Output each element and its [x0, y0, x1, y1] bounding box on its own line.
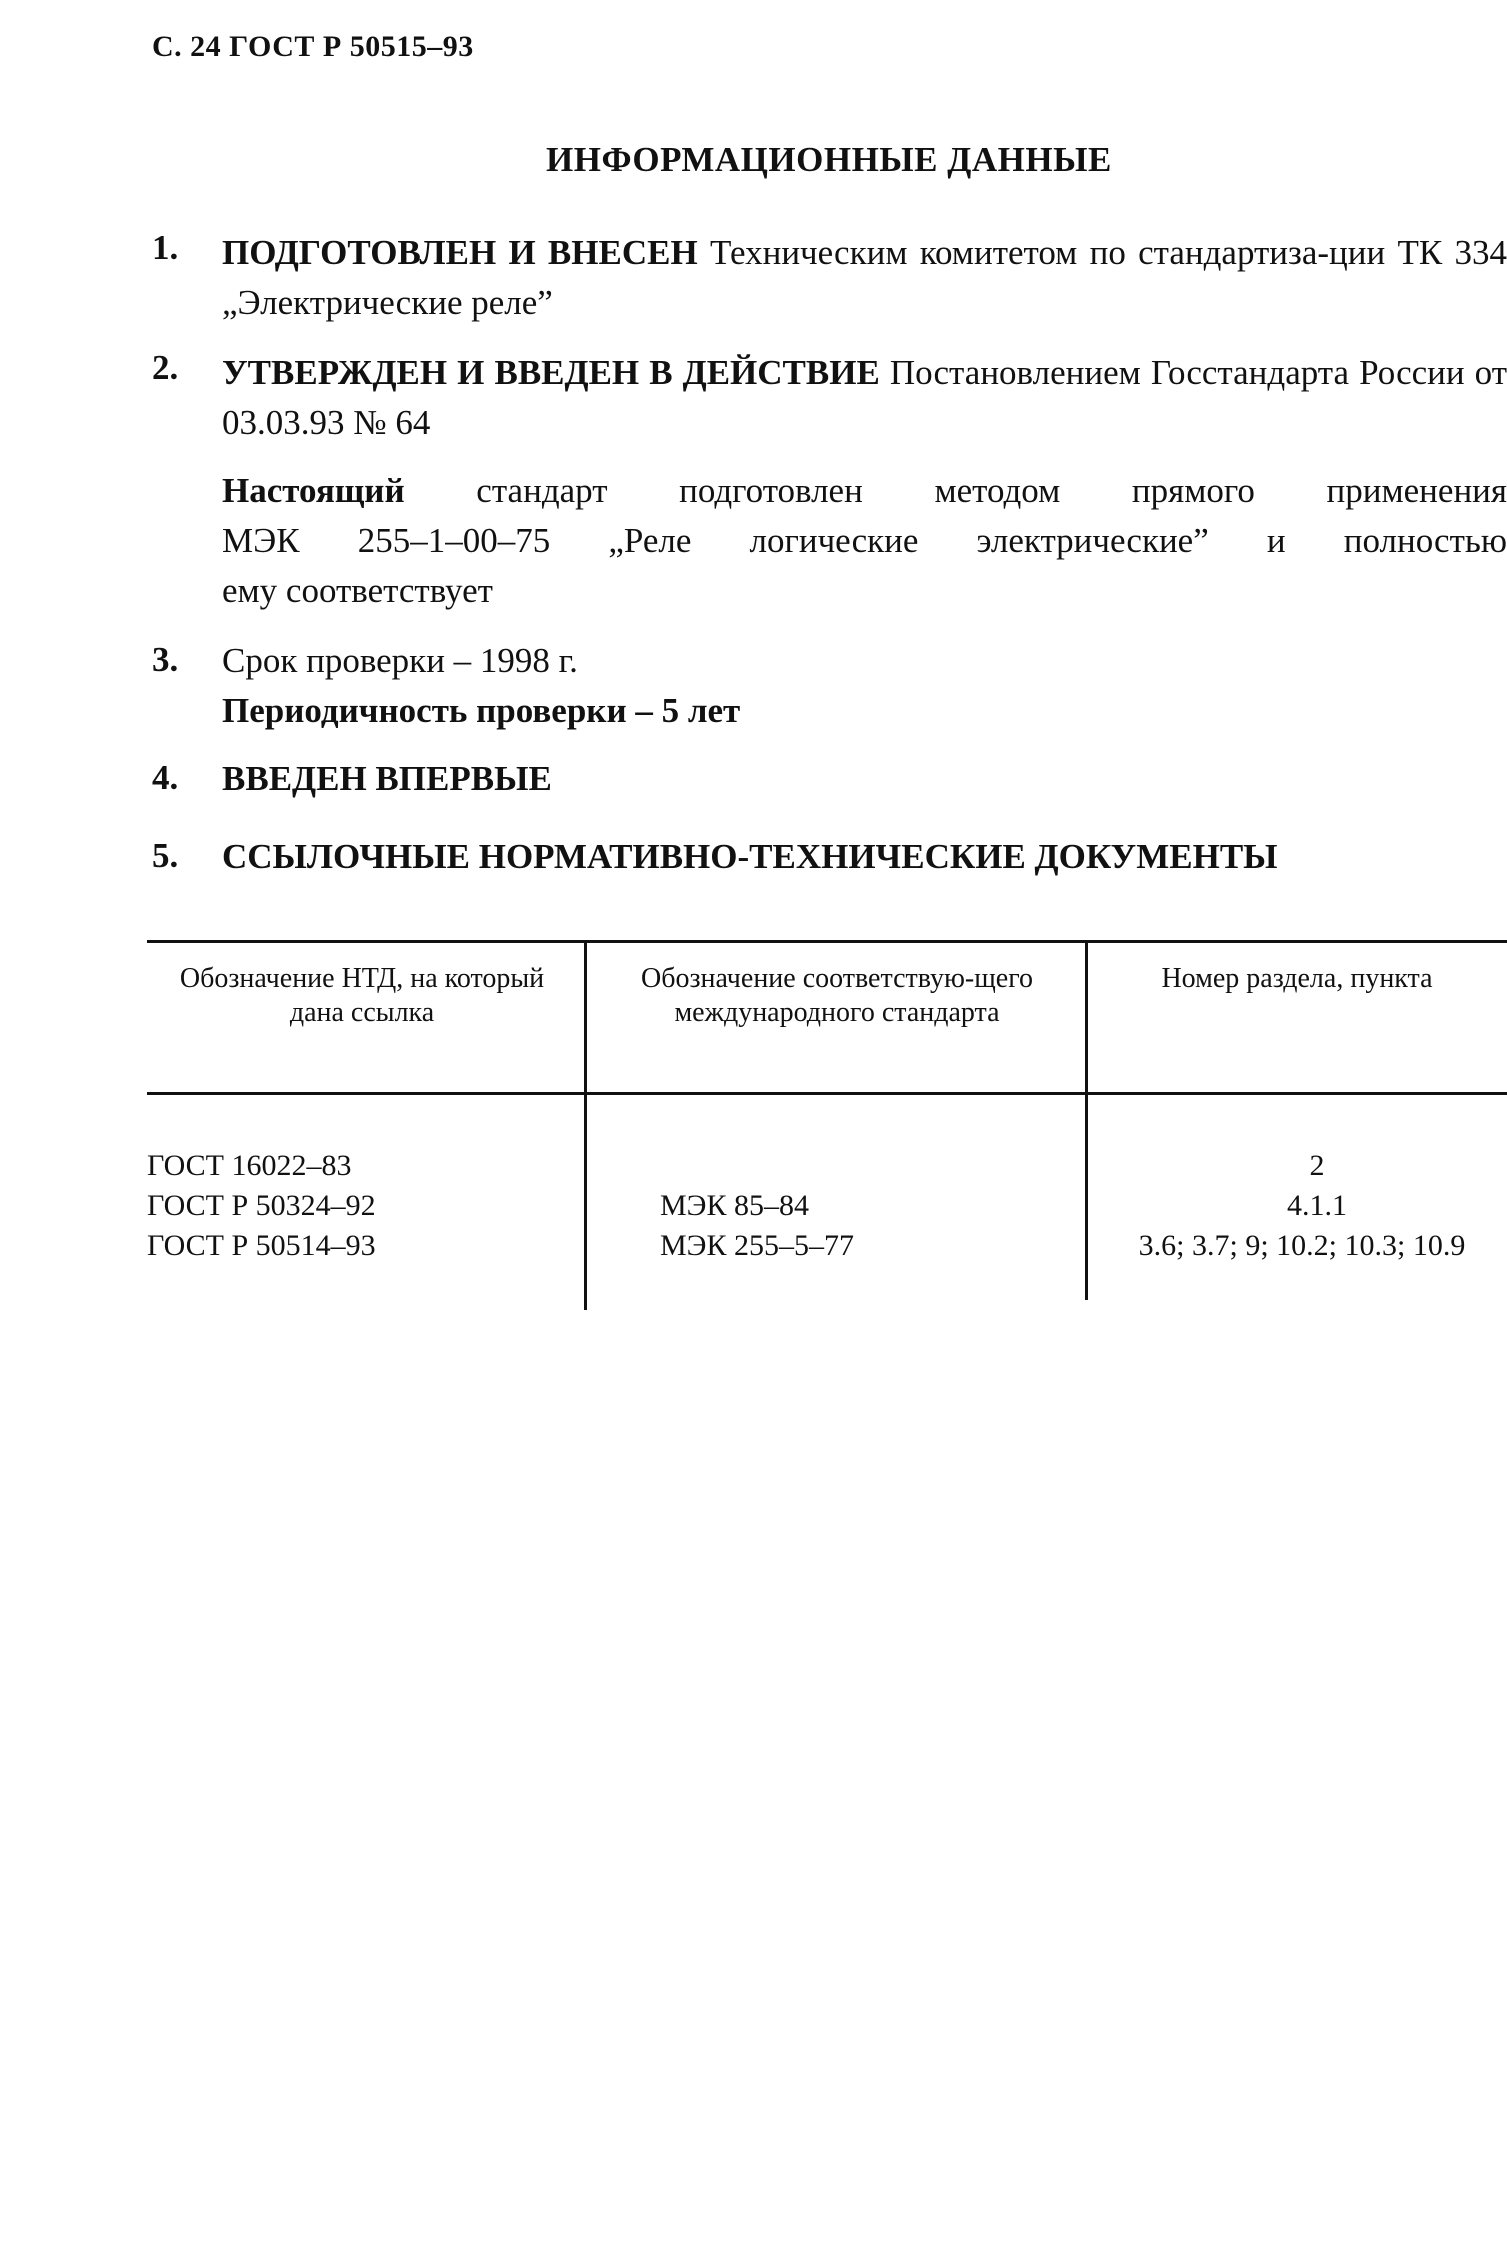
- item-2-rest: Постановлением Госстандарта России от 03.03.93 № 64: [222, 353, 1507, 442]
- table-top-rule: [147, 940, 1507, 943]
- table-row-1-section: 2: [1309, 1149, 1325, 1182]
- paragraph-line-2: МЭК 255–1–00–75 „Реле логические электрические” и полностью: [222, 521, 1507, 560]
- table-header-section: Номер раздела, пункта: [1161, 963, 1433, 994]
- table-column-divider-2: [1085, 940, 1088, 1300]
- standard-paragraph: [222, 466, 1507, 616]
- item-1-bold: ПОДГОТОВЛЕН И ВНЕСЕН: [222, 233, 698, 272]
- item-5-number: 5.: [152, 836, 179, 875]
- item-2-number: 2.: [152, 348, 179, 387]
- table-header-international: Обозначение соответствую-щего международного стандарта: [640, 963, 1034, 1028]
- paragraph-line-1: [222, 466, 1507, 516]
- page-header: С. 24 ГОСТ Р 50515–93: [152, 30, 474, 63]
- table-row-2-section: 4.1.1: [1287, 1189, 1347, 1222]
- item-4-number: 4.: [152, 758, 179, 797]
- item-2-text: [222, 348, 1507, 448]
- table-row-2-ntd: ГОСТ Р 50324–92: [147, 1189, 376, 1222]
- table-column-divider-1: [584, 940, 587, 1310]
- table-row-3-section: 3.6; 3.7; 9; 10.2; 10.3; 10.9: [1138, 1229, 1466, 1262]
- table-row-2-international: МЭК 85–84: [660, 1189, 809, 1222]
- item-2-bold: УТВЕРЖДЕН И ВВЕДЕН В ДЕЙСТВИЕ: [222, 353, 880, 392]
- item-4-text: ВВЕДЕН ВПЕРВЫЕ: [222, 759, 552, 798]
- item-3-line-1: Срок проверки – 1998 г.: [222, 641, 578, 680]
- item-1-rest: Техническим комитетом по стандартиза-ции ТК 334 „Электрические реле”: [222, 233, 1507, 322]
- table-header-rule: [147, 1092, 1507, 1095]
- paragraph-line-1-rest: стандарт подготовлен методом прямого применения: [404, 471, 1507, 510]
- item-3-number: 3.: [152, 640, 179, 679]
- item-1-number: 1.: [152, 228, 179, 267]
- paragraph-line-3: ему соответствует: [222, 571, 493, 610]
- document-title: ИНФОРМАЦИОННЫЕ ДАННЫЕ: [546, 140, 1112, 179]
- item-3-line-2: Периодичность проверки – 5 лет: [222, 691, 741, 730]
- paragraph-bold: Настоящий: [222, 471, 405, 510]
- item-3-text: [222, 636, 1507, 736]
- reference-table: [147, 940, 1507, 1310]
- table-row-3-international: МЭК 255–5–77: [660, 1229, 854, 1262]
- item-5-text: ССЫЛОЧНЫЕ НОРМАТИВНО-ТЕХНИЧЕСКИЕ ДОКУМЕНТЫ: [222, 837, 1278, 876]
- table-row-1-ntd: ГОСТ 16022–83: [147, 1149, 352, 1182]
- table-row-3-ntd: ГОСТ Р 50514–93: [147, 1229, 376, 1262]
- item-1-text: [222, 228, 1507, 328]
- table-header-ntd: Обозначение НТД, на который дана ссылка: [179, 963, 545, 1028]
